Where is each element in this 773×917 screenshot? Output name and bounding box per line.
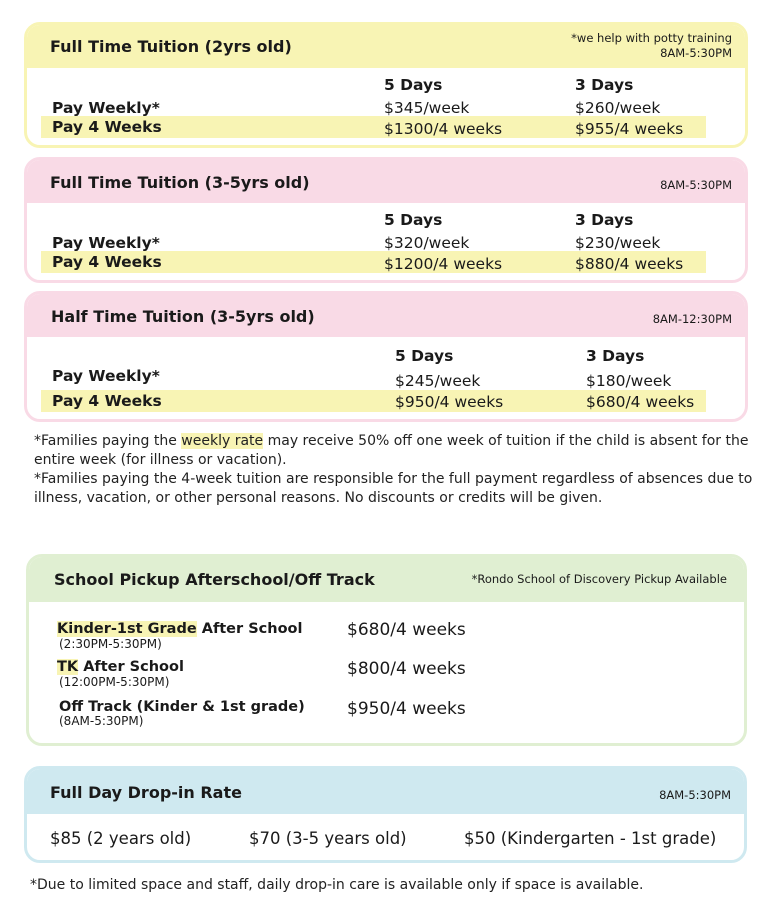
weekly-rate-highlight: weekly rate	[181, 433, 264, 449]
school-pickup-card	[26, 554, 747, 746]
col-5-days: 5 Days	[384, 76, 443, 94]
col-3-days: 3 Days	[575, 211, 634, 229]
4wk-3-days-price: $880/4 weeks	[575, 255, 684, 273]
note-text: *Families paying the	[34, 433, 182, 449]
off-track-price: $950/4 weeks	[347, 699, 466, 719]
tk-after-school-label	[57, 657, 184, 677]
rate-kindergarten-1st: $50 (Kindergarten - 1st grade)	[464, 829, 717, 848]
pay-4-weeks-label: Pay 4 Weeks	[52, 253, 162, 271]
weekly-5-days-price: $245/week	[395, 372, 481, 390]
kinder-1st-grade-highlight: Kinder-1st Grade	[57, 621, 197, 637]
pay-weekly-label: Pay Weekly*	[52, 234, 160, 252]
card-header	[27, 294, 745, 337]
card-title: Full Day Drop-in Rate	[50, 783, 242, 802]
drop-in-card	[24, 766, 747, 863]
label-rest: After School	[196, 621, 303, 637]
weekly-3-days-price: $230/week	[575, 234, 661, 252]
hours-text: 8AM-5:30PM	[660, 178, 732, 192]
four-week-note: *Families paying the 4-week tuition are responsible for the full payment regardless of absences due to illness, vacation, or other personal reasons. No discounts or credits will be given.	[34, 471, 753, 506]
pay-4-weeks-label: Pay 4 Weeks	[52, 392, 162, 410]
card-title: Half Time Tuition (3-5yrs old)	[51, 307, 315, 326]
pickup-available-note: *Rondo School of Discovery Pickup Available	[471, 572, 727, 586]
weekly-3-days-price: $260/week	[575, 99, 661, 117]
card-hours	[571, 31, 732, 61]
tk-hours: (12:00PM-5:30PM)	[59, 675, 170, 689]
hours-text: 8AM-5:30PM	[659, 788, 731, 802]
kinder-after-school-label	[57, 619, 302, 639]
off-track-hours: (8AM-5:30PM)	[59, 714, 144, 728]
off-track-label: Off Track (Kinder & 1st grade)	[59, 699, 305, 715]
full-time-3-5-card	[24, 157, 748, 283]
card-header	[27, 769, 744, 814]
potty-training-note: *we help with potty training	[571, 31, 732, 45]
card-title: School Pickup Afterschool/Off Track	[54, 570, 375, 589]
tk-highlight: TK	[57, 659, 79, 675]
pay-weekly-label: Pay Weekly*	[52, 99, 160, 117]
4wk-5-days-price: $950/4 weeks	[395, 393, 504, 411]
hours-text: 8AM-5:30PM	[660, 46, 732, 60]
rate-3-5-years: $70 (3-5 years old)	[249, 829, 407, 848]
col-5-days: 5 Days	[395, 347, 454, 365]
col-3-days: 3 Days	[575, 76, 634, 94]
card-title: Full Time Tuition (2yrs old)	[50, 37, 292, 56]
4wk-3-days-price: $680/4 weeks	[586, 393, 695, 411]
drop-in-footnote: *Due to limited space and staff, daily drop-in care is available only if space is available.	[30, 877, 644, 893]
col-5-days: 5 Days	[384, 211, 443, 229]
pay-weekly-label: Pay Weekly*	[52, 367, 160, 385]
tk-price: $800/4 weeks	[347, 659, 466, 679]
kinder-price: $680/4 weeks	[347, 620, 466, 640]
card-header	[27, 25, 745, 68]
card-header	[29, 557, 744, 602]
weekly-3-days-price: $180/week	[586, 372, 672, 390]
col-3-days: 3 Days	[586, 347, 645, 365]
4wk-5-days-price: $1300/4 weeks	[384, 120, 503, 138]
4wk-3-days-price: $955/4 weeks	[575, 120, 684, 138]
4wk-5-days-price: $1200/4 weeks	[384, 255, 503, 273]
label-rest: After School	[78, 659, 184, 675]
note-text: may receive 50% off one week of tuition if the child is absent for the entire week (for illness or vacation).	[34, 433, 749, 468]
weekly-5-days-price: $320/week	[384, 234, 470, 252]
rate-2-years: $85 (2 years old)	[50, 829, 192, 848]
card-header	[27, 160, 745, 203]
full-time-2yrs-card	[24, 22, 748, 148]
kinder-hours: (2:30PM-5:30PM)	[59, 637, 162, 651]
weekly-5-days-price: $345/week	[384, 99, 470, 117]
card-title: Full Time Tuition (3-5yrs old)	[50, 173, 310, 192]
hours-text: 8AM-12:30PM	[652, 312, 732, 326]
weekly-rate-note	[34, 432, 754, 469]
half-time-3-5-card	[24, 291, 748, 422]
pay-4-weeks-label: Pay 4 Weeks	[52, 118, 162, 136]
